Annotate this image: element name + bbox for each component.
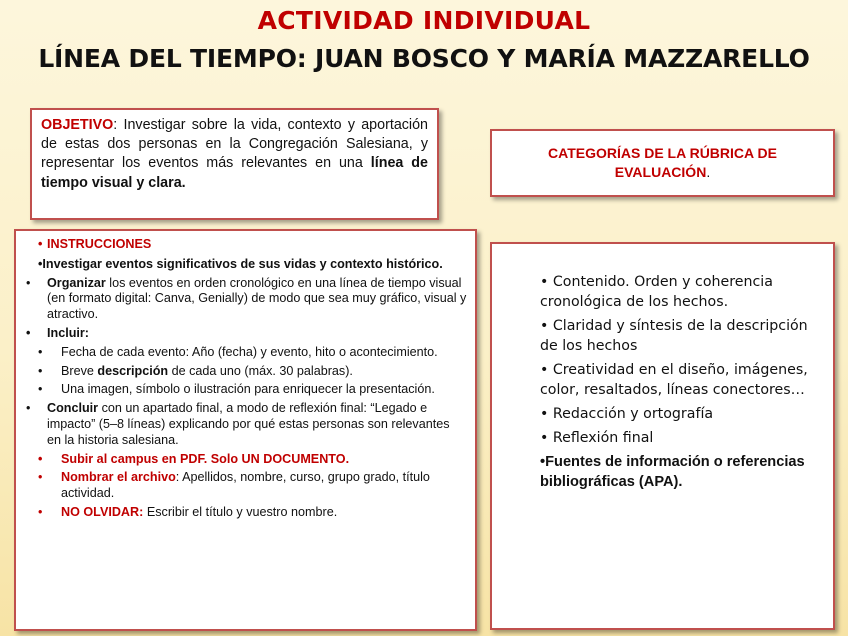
instrucciones-box: [14, 229, 477, 631]
instr-fecha-text: • Fecha de cada evento: Año (fecha) y evento, hito o acontecimiento.: [61, 344, 438, 359]
rubrica-item: • Creatividad en el diseño, imágenes, color, resaltados, líneas conectores…: [540, 362, 808, 398]
objetivo-bold: línea de tiempo visual y clara.: [41, 155, 428, 191]
objetivo-box: [30, 108, 439, 220]
objetivo-body: : Investigar sobre la vida, contexto y aportación de estas dos personas en la Congregación Salesiana, y representar los eventos más relevantes en una: [41, 117, 428, 172]
instr-nombrar-label: Nombrar el archivo: [61, 470, 176, 485]
objetivo-label: OBJETIVO: [41, 117, 114, 133]
instr-imagen-text: • Una imagen, símbolo o ilustración para enriquecer la presentación.: [61, 382, 435, 397]
instr-olvidar-text: Escribir el título y vuestro nombre.: [143, 504, 338, 519]
instr-nombrar-text: : Apellidos, nombre, curso, grupo grado, título actividad.: [61, 470, 430, 501]
instr-investigar-text: Investigar eventos significativos de sus vidas y contexto histórico.: [42, 256, 443, 271]
categorias-header-box: [490, 129, 835, 197]
title-line-2: LÍNEA DEL TIEMPO: JUAN BOSCO Y MARÍA MAZZARELLO: [38, 44, 810, 73]
instrucciones-heading: [26, 237, 467, 253]
instr-subir: [26, 452, 467, 468]
categorias-header-suffix: .: [706, 164, 711, 180]
rubrica-list: [540, 272, 819, 492]
rubrica-box: [490, 242, 835, 630]
instrucciones-heading-text: INSTRUCCIONES: [47, 237, 152, 251]
objetivo-text: [41, 116, 428, 193]
rubrica-item: • Reflexión final: [540, 430, 654, 446]
instr-subir-text: • Subir al campus en PDF. Solo UN DOCUMENTO.: [61, 451, 350, 466]
instr-organizar-bold: Organizar: [47, 275, 106, 290]
instr-incluir: [26, 326, 467, 342]
instr-breve-bold: descripción: [97, 363, 169, 378]
instr-fecha: [26, 345, 467, 361]
instr-organizar-text: los eventos en orden cronológico en una línea de tiempo visual (en formato digital: Canva, Genially) de modo que sea muy gráfico, visual y atractivo.: [47, 275, 467, 322]
instrucciones-list: [26, 237, 467, 521]
instr-olvidar: [26, 505, 467, 521]
categorias-header-text: CATEGORÍAS DE LA RÚBRICA DE EVALUACIÓN: [548, 145, 777, 180]
instr-concluir-bold: Concluir: [47, 401, 99, 416]
instr-imagen: [26, 382, 467, 398]
rubrica-item: • Redacción y ortografía: [540, 406, 714, 422]
instr-olvidar-label: NO OLVIDAR:: [61, 504, 144, 519]
instr-incluir-text: • Incluir:: [47, 325, 89, 340]
instr-investigar: •Investigar eventos significativos de sus vidas y contexto histórico.: [38, 256, 443, 271]
instr-concluir: [26, 401, 467, 448]
categorias-header: [512, 144, 813, 182]
title-line-1: ACTIVIDAD INDIVIDUAL: [257, 6, 591, 35]
instr-concluir-text: con un apartado final, a modo de reflexión final: “Legado e impacto” (5–8 líneas) explicando por qué estas personas son relevantes en la historia salesiana.: [47, 401, 450, 447]
instr-breve: [26, 364, 467, 380]
rubrica-item-fuentes: •Fuentes de información o referencias bibliográficas (APA).: [540, 454, 805, 490]
instr-breve-post: de cada uno (máx. 30 palabras).: [168, 363, 353, 378]
instr-organizar: [26, 276, 467, 323]
rubrica-item: • Claridad y síntesis de la descripción de los hechos: [540, 318, 808, 354]
instr-breve-pre: Breve: [61, 363, 98, 378]
rubrica-item: • Contenido. Orden y coherencia cronológica de los hechos.: [540, 274, 773, 310]
instr-nombrar: [26, 470, 467, 502]
